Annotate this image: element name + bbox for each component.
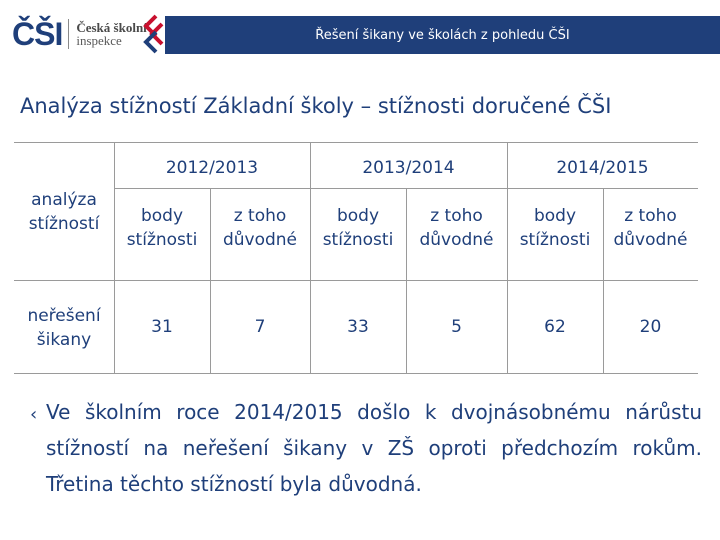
col-header	[114, 200, 210, 256]
col-header-text: z toho důvodné	[613, 206, 688, 250]
logo-name-line2: inspekce	[76, 33, 122, 48]
col-header	[603, 200, 698, 256]
col-header-text: body stížnosti	[322, 206, 394, 250]
year-header: 2013/2014	[362, 158, 455, 178]
table-cell: 62	[544, 317, 566, 337]
table-cell: 7	[254, 317, 266, 337]
bullet-text: Ve školním roce 2014/2015 došlo k dvojnásobnému nárůstu stížností na neřešení šikany v ZŠ oproti předchozím rokům. Třetina těchto stížností byla důvodná.	[46, 400, 702, 496]
slide-header	[0, 0, 720, 70]
chevron-left-icon: ‹	[30, 404, 38, 425]
row-header-label: analýza stížností	[28, 190, 100, 234]
table-cell: 33	[347, 317, 369, 337]
table-cell: 20	[639, 317, 662, 337]
slide-title: Analýza stížností Základní školy – stížnosti doručené ČŠI	[20, 94, 612, 118]
row-label: neřešení šikany	[27, 306, 101, 350]
col-header-text: z toho důvodné	[222, 206, 298, 250]
table-cell: 5	[451, 317, 462, 337]
col-header	[406, 200, 507, 256]
col-header	[210, 200, 310, 256]
table-line-bottom	[14, 373, 698, 374]
table-line-top	[14, 142, 698, 143]
year-header: 2012/2013	[165, 158, 259, 178]
logo-mark: ČŠI	[12, 15, 63, 52]
year-header: 2014/2015	[556, 158, 649, 178]
col-header	[310, 200, 406, 256]
csi-logo	[12, 14, 147, 54]
logo-divider	[68, 19, 69, 49]
chevrons-icon	[140, 12, 168, 56]
logo-name	[76, 21, 146, 47]
header-banner	[165, 16, 720, 54]
col-header	[507, 200, 603, 256]
table-cell: 31	[151, 317, 173, 337]
col-header-text: body stížnosti	[519, 206, 591, 250]
complaints-table	[14, 142, 698, 374]
logo-name-line1: Česká školní	[76, 20, 147, 35]
banner-text: Řešení šikany ve školách z pohledu ČŠI	[315, 27, 570, 43]
col-header-text: body stížnosti	[126, 206, 198, 250]
col-header-text: z toho důvodné	[419, 206, 494, 250]
